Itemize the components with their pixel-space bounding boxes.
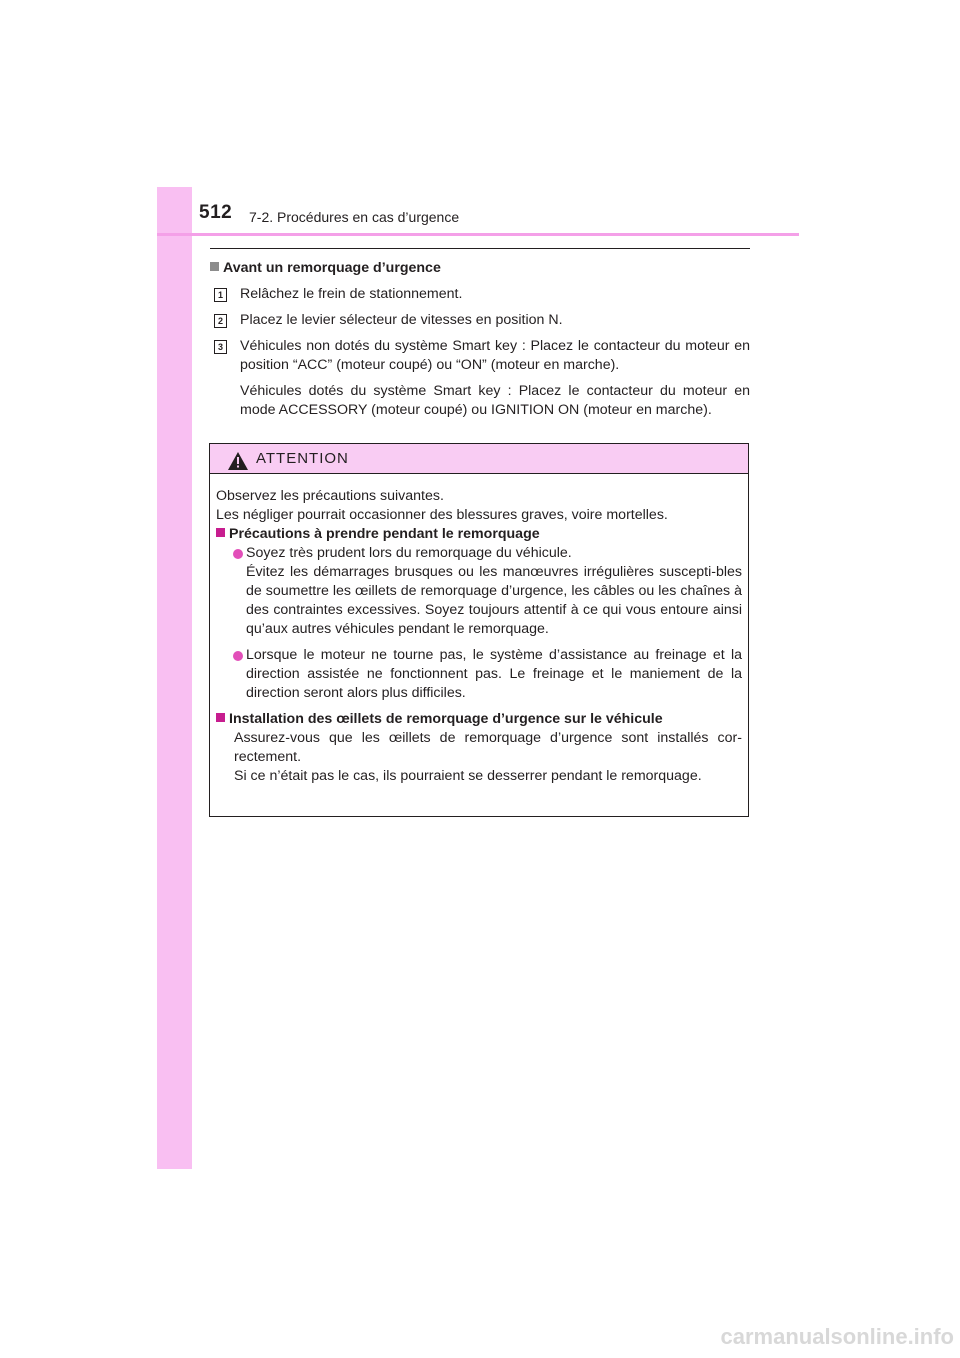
warning-subheading: Précautions à prendre pendant le remorquage: [216, 525, 742, 544]
warning-triangle-icon: [228, 452, 248, 470]
side-tab: [157, 187, 192, 1169]
section-title: 7-2. Procédures en cas d’urgence: [249, 209, 460, 225]
step-text: Relâchez le frein de stationnement.: [240, 286, 463, 302]
section-heading: Avant un remorquage d’urgence: [210, 259, 750, 278]
warning-body: [210, 474, 748, 786]
step-text: Véhicules non dotés du système Smart key : Placez le contacteur du moteur en position “ACC” (moteur coupé) ou “ON” (moteur en marche).: [240, 338, 750, 373]
warning-bullet: Lorsque le moteur ne tourne pas, le système d’assistance au freinage et la direction assistée ne fonctionnent pas. Le freinage et le maniement de la direction seront alors plus difficiles.: [216, 646, 742, 703]
header-rule: [157, 233, 799, 236]
step-text: Placez le levier sélecteur de vitesses en position N.: [240, 312, 563, 328]
step-3-extra: Véhicules dotés du système Smart key : Placez le contacteur du moteur en mode ACCESSORY (moteur coupé) ou IGNITION ON (moteur en marche).: [240, 383, 750, 418]
content-rule: [210, 248, 750, 249]
step-number: 2: [214, 314, 227, 328]
bullet-dot-icon: [233, 651, 243, 661]
warning-subheading: Installation des œillets de remorquage d’urgence sur le véhicule: [216, 710, 742, 729]
step-3: [210, 337, 750, 375]
step-1: [210, 285, 750, 304]
warning-box: [209, 443, 749, 817]
warning-header: [210, 444, 748, 474]
square-bullet-icon: [216, 528, 225, 537]
warning-label: ATTENTION: [256, 450, 349, 467]
page-number: 512: [199, 202, 233, 223]
warning-paragraph: Assurez-vous que les œillets de remorquage d’urgence sont installés cor-rectement. Si ce n’était pas le cas, ils pourraient se desserrer pendant le remorquage.: [234, 730, 742, 784]
warning-intro: Les négliger pourrait occasionner des blessures graves, voire mortelles.: [216, 507, 668, 523]
step-2: [210, 311, 750, 330]
step-number: 3: [214, 340, 227, 354]
warning-intro: Observez les précautions suivantes.: [216, 488, 444, 504]
warning-bullet: Soyez très prudent lors du remorquage du véhicule. Évitez les démarrages brusques ou les manœuvres irrégulières suscepti-bles de soumettre les œillets de remorquage d’urgence, les câbles ou les chaînes à des contraintes excessives. Soyez toujours attentif à ce qui vous entoure ainsi qu’aux autres véhicules pendant le remorquage.: [216, 544, 742, 639]
watermark: carmanualsonline.info: [720, 1324, 954, 1349]
step-number: 1: [214, 288, 227, 302]
square-bullet-icon: [210, 262, 219, 271]
square-bullet-icon: [216, 713, 225, 722]
main-content: [210, 259, 750, 427]
bullet-dot-icon: [233, 549, 243, 559]
